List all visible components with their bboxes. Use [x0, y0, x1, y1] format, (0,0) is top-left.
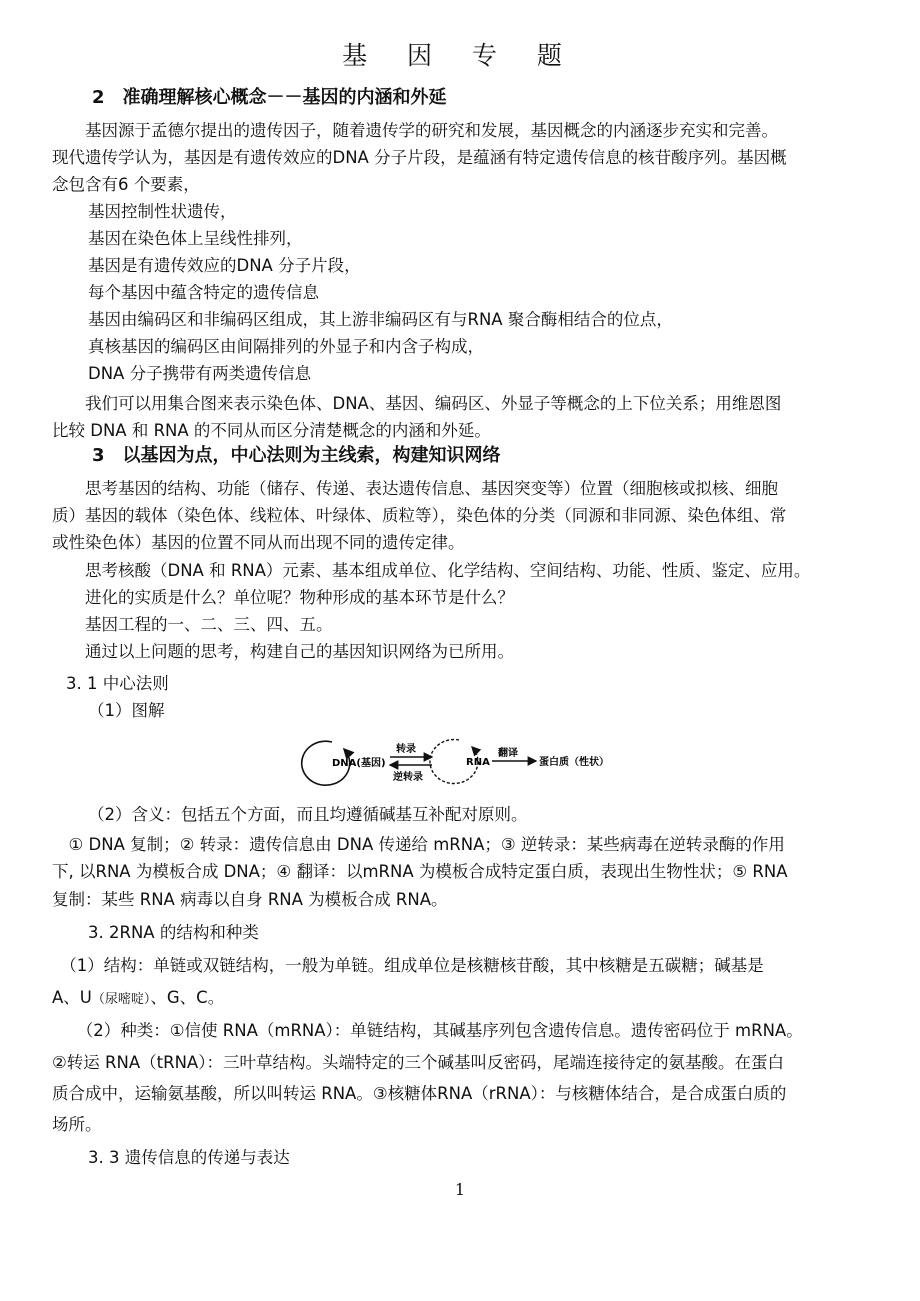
page-title: 基 因 专 题	[342, 41, 578, 70]
paragraph-line: 或性染色体）基因的位置不同从而出现不同的遗传定律。	[52, 533, 465, 552]
section-2-heading: 2 准确理解核心概念－－基因的内涵和外延	[92, 87, 447, 108]
paragraph-line: 进化的实质是什么？单位呢？物种形成的基本环节是什么？	[52, 588, 514, 607]
paragraph-line	[52, 988, 224, 1010]
paragraph-line: 质）基因的载体（染色体、线粒体、叶绿体、质粒等），染色体的分类（同源和非同源、染色体组、常	[52, 506, 787, 525]
paragraph-line: 场所。	[52, 1115, 102, 1134]
gene-element-item: 基因是有遗传效应的DNA 分子片段，	[88, 256, 361, 275]
paragraph-line: ① DNA 复制；② 转录：遗传信息由 DNA 传递给 mRNA；③ 逆转录：某些病毒在逆转录酶的作用	[52, 835, 785, 854]
diagram-reverse-label: 逆转录	[393, 772, 423, 783]
paragraph-line: 基因工程的一、二、三、四、五。	[52, 615, 333, 634]
subsection-3-2-heading: 3. 2RNA 的结构和种类	[88, 923, 259, 942]
paragraph-line: 我们可以用集合图来表示染色体、DNA、基因、编码区、外显子等概念的上下位关系；用维恩图	[52, 394, 782, 413]
diagram-caption: （1）图解	[88, 701, 165, 720]
diagram-translation-label: 翻译	[498, 748, 518, 759]
bases-text: A、U	[52, 988, 92, 1007]
paragraph-line: 思考核酸（DNA 和 RNA）元素、基本组成单位、化学结构、空间结构、功能、性质、鉴定、应用。	[52, 561, 811, 580]
uracil-note: （尿嘧啶）	[91, 992, 151, 1007]
gene-element-item: DNA 分子携带有两类遗传信息	[88, 364, 312, 383]
page-number: 1	[454, 1180, 466, 1199]
paragraph-line: 下, 以RNA 为模板合成 DNA；④ 翻译：以mRNA 为模板合成特定蛋白质，表现出生物性状；⑤ RNA	[52, 862, 788, 881]
diagram-rna-label: RNA	[466, 757, 490, 768]
section-3-heading: 3 以基因为点，中心法则为主线索，构建知识网络	[92, 445, 501, 466]
paragraph-line: ②转运 RNA（tRNA）：三叶草结构。头端特定的三个碱基叫反密码，尾端连接待定的氨基酸。在蛋白	[52, 1053, 784, 1072]
paragraph-line: 思考基因的结构、功能（储存、传递、表达遗传信息、基因突变等）位置（细胞核或拟核、细胞	[52, 479, 778, 498]
diagram-dna-label: DNA(基因)	[332, 758, 386, 769]
gene-element-item: 基因在染色体上呈线性排列，	[88, 229, 303, 248]
central-dogma-diagram	[292, 735, 632, 793]
gene-element-item: 基因由编码区和非编码区组成，其上游非编码区有与RNA 聚合酶相结合的位点，	[88, 310, 673, 329]
subsection-3-1-heading: 3. 1 中心法则	[66, 674, 169, 693]
paragraph-line: （2）种类：①信使 RNA（mRNA）：单链结构，其碱基序列包含遗传信息。遗传密码位于 mRNA。	[52, 1021, 803, 1040]
paragraph-line: 复制：某些 RNA 病毒以自身 RNA 为模板合成 RNA。	[52, 890, 448, 909]
paragraph-line: 比较 DNA 和 RNA 的不同从而区分清楚概念的内涵和外延。	[52, 421, 491, 440]
diagram-protein-label: 蛋白质（性状）	[539, 757, 609, 768]
paragraph-line: 基因源于孟德尔提出的遗传因子，随着遗传学的研究和发展，基因概念的内涵逐步充实和完善。	[52, 121, 778, 140]
diagram-transcription-label: 转录	[396, 744, 416, 755]
paragraph-line: 质合成中，运输氨基酸，所以叫转运 RNA。③核糖体RNA（rRNA）：与核糖体结合，是合成蛋白质的	[52, 1084, 787, 1103]
bases-text: 、G、C。	[150, 988, 225, 1007]
paragraph-line: 现代遗传学认为，基因是有遗传效应的DNA 分子片段，是蕴涵有特定遗传信息的核苷酸序列。基因概	[52, 148, 787, 167]
paragraph-line: 念包含有6 个要素，	[52, 175, 200, 194]
gene-element-item: 真核基因的编码区由间隔排列的外显子和内含子构成，	[88, 337, 484, 356]
paragraph-line: （1）结构：单链或双链结构，一般为单链。组成单位是核糖核苷酸，其中核糖是五碳糖；碱基是	[52, 956, 764, 975]
paragraph-line: 通过以上问题的思考，构建自己的基因知识网络为已所用。	[52, 642, 514, 661]
paragraph-line: （2）含义：包括五个方面，而且均遵循碱基互补配对原则。	[88, 805, 528, 824]
subsection-3-3-heading: 3. 3 遗传信息的传递与表达	[88, 1148, 290, 1167]
gene-element-item: 每个基因中蕴含特定的遗传信息	[88, 283, 319, 302]
gene-element-item: 基因控制性状遗传，	[88, 202, 237, 221]
